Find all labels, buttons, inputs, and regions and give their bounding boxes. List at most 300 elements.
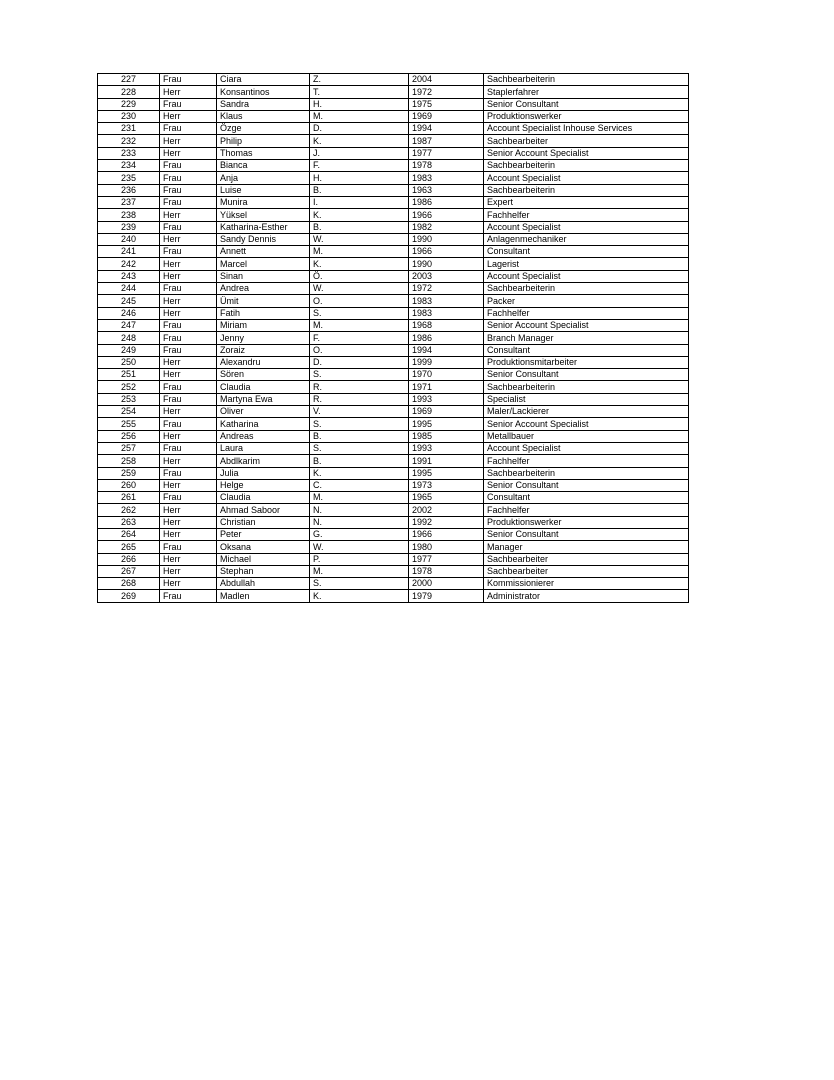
first-name-cell: Sandy Dennis — [217, 233, 310, 245]
surname-initial-cell: D. — [310, 356, 409, 368]
job-title-cell: Senior Consultant — [484, 528, 689, 540]
birth-year-cell: 1965 — [409, 492, 484, 504]
salutation-cell: Herr — [160, 528, 217, 540]
salutation-cell: Frau — [160, 541, 217, 553]
job-title-cell: Sachbearbeiterin — [484, 283, 689, 295]
job-title-cell: Sachbearbeiterin — [484, 467, 689, 479]
salutation-cell: Herr — [160, 369, 217, 381]
surname-initial-cell: M. — [310, 565, 409, 577]
birth-year-cell: 1994 — [409, 123, 484, 135]
first-name-cell: Andreas — [217, 430, 310, 442]
table-row — [98, 369, 689, 381]
table-row — [98, 209, 689, 221]
row-number-cell: 266 — [98, 553, 160, 565]
row-number-cell: 250 — [98, 356, 160, 368]
job-title-cell: Senior Account Specialist — [484, 418, 689, 430]
surname-initial-cell: R. — [310, 393, 409, 405]
job-title-cell: Account Specialist — [484, 221, 689, 233]
first-name-cell: Claudia — [217, 492, 310, 504]
birth-year-cell: 1968 — [409, 319, 484, 331]
birth-year-cell: 1995 — [409, 418, 484, 430]
surname-initial-cell: K. — [310, 209, 409, 221]
salutation-cell: Herr — [160, 209, 217, 221]
birth-year-cell: 1986 — [409, 332, 484, 344]
salutation-cell: Herr — [160, 295, 217, 307]
table-row — [98, 332, 689, 344]
surname-initial-cell: F. — [310, 332, 409, 344]
row-number-cell: 263 — [98, 516, 160, 528]
surname-initial-cell: B. — [310, 430, 409, 442]
row-number-cell: 255 — [98, 418, 160, 430]
table-row — [98, 578, 689, 590]
surname-initial-cell: D. — [310, 123, 409, 135]
job-title-cell: Expert — [484, 196, 689, 208]
salutation-cell: Frau — [160, 492, 217, 504]
birth-year-cell: 1970 — [409, 369, 484, 381]
birth-year-cell: 1987 — [409, 135, 484, 147]
first-name-cell: Munira — [217, 196, 310, 208]
salutation-cell: Herr — [160, 258, 217, 270]
table-row — [98, 553, 689, 565]
table-row — [98, 184, 689, 196]
salutation-cell: Frau — [160, 184, 217, 196]
row-number-cell: 268 — [98, 578, 160, 590]
row-number-cell: 259 — [98, 467, 160, 479]
row-number-cell: 244 — [98, 283, 160, 295]
table-row — [98, 344, 689, 356]
salutation-cell: Frau — [160, 172, 217, 184]
job-title-cell: Maler/Lackierer — [484, 406, 689, 418]
table-row — [98, 86, 689, 98]
first-name-cell: Katharina — [217, 418, 310, 430]
first-name-cell: Oksana — [217, 541, 310, 553]
salutation-cell: Frau — [160, 590, 217, 602]
job-title-cell: Consultant — [484, 344, 689, 356]
surname-initial-cell: C. — [310, 479, 409, 491]
birth-year-cell: 1999 — [409, 356, 484, 368]
row-number-cell: 245 — [98, 295, 160, 307]
first-name-cell: Anja — [217, 172, 310, 184]
table-row — [98, 381, 689, 393]
employee-table — [97, 73, 689, 603]
first-name-cell: Yüksel — [217, 209, 310, 221]
surname-initial-cell: S. — [310, 442, 409, 454]
job-title-cell: Fachhelfer — [484, 504, 689, 516]
row-number-cell: 267 — [98, 565, 160, 577]
first-name-cell: Helge — [217, 479, 310, 491]
row-number-cell: 231 — [98, 123, 160, 135]
salutation-cell: Herr — [160, 356, 217, 368]
table-row — [98, 110, 689, 122]
job-title-cell: Consultant — [484, 492, 689, 504]
salutation-cell: Frau — [160, 442, 217, 454]
row-number-cell: 234 — [98, 160, 160, 172]
salutation-cell: Frau — [160, 283, 217, 295]
table-row — [98, 504, 689, 516]
job-title-cell: Sachbearbeiterin — [484, 160, 689, 172]
surname-initial-cell: W. — [310, 541, 409, 553]
row-number-cell: 235 — [98, 172, 160, 184]
row-number-cell: 257 — [98, 442, 160, 454]
table-row — [98, 160, 689, 172]
job-title-cell: Anlagenmechaniker — [484, 233, 689, 245]
table-row — [98, 319, 689, 331]
job-title-cell: Administrator — [484, 590, 689, 602]
first-name-cell: Oliver — [217, 406, 310, 418]
birth-year-cell: 1971 — [409, 381, 484, 393]
surname-initial-cell: B. — [310, 221, 409, 233]
birth-year-cell: 1980 — [409, 541, 484, 553]
surname-initial-cell: M. — [310, 319, 409, 331]
salutation-cell: Herr — [160, 86, 217, 98]
row-number-cell: 232 — [98, 135, 160, 147]
salutation-cell: Frau — [160, 221, 217, 233]
birth-year-cell: 1983 — [409, 295, 484, 307]
surname-initial-cell: S. — [310, 578, 409, 590]
row-number-cell: 229 — [98, 98, 160, 110]
salutation-cell: Frau — [160, 381, 217, 393]
table-row — [98, 455, 689, 467]
row-number-cell: 260 — [98, 479, 160, 491]
row-number-cell: 237 — [98, 196, 160, 208]
job-title-cell: Produktionsmitarbeiter — [484, 356, 689, 368]
birth-year-cell: 1983 — [409, 307, 484, 319]
salutation-cell: Frau — [160, 393, 217, 405]
first-name-cell: Abdullah — [217, 578, 310, 590]
salutation-cell: Frau — [160, 123, 217, 135]
row-number-cell: 269 — [98, 590, 160, 602]
job-title-cell: Produktionswerker — [484, 516, 689, 528]
table-row — [98, 74, 689, 86]
surname-initial-cell: P. — [310, 553, 409, 565]
job-title-cell: Staplerfahrer — [484, 86, 689, 98]
table-row — [98, 565, 689, 577]
row-number-cell: 251 — [98, 369, 160, 381]
table-row — [98, 442, 689, 454]
birth-year-cell: 1978 — [409, 565, 484, 577]
first-name-cell: Julia — [217, 467, 310, 479]
birth-year-cell: 1993 — [409, 393, 484, 405]
birth-year-cell: 1990 — [409, 233, 484, 245]
first-name-cell: Christian — [217, 516, 310, 528]
first-name-cell: Michael — [217, 553, 310, 565]
job-title-cell: Fachhelfer — [484, 455, 689, 467]
salutation-cell: Frau — [160, 467, 217, 479]
job-title-cell: Consultant — [484, 246, 689, 258]
row-number-cell: 241 — [98, 246, 160, 258]
table-row — [98, 135, 689, 147]
table-row — [98, 295, 689, 307]
surname-initial-cell: O. — [310, 344, 409, 356]
salutation-cell: Herr — [160, 270, 217, 282]
birth-year-cell: 1979 — [409, 590, 484, 602]
first-name-cell: Philip — [217, 135, 310, 147]
table-row — [98, 221, 689, 233]
birth-year-cell: 1982 — [409, 221, 484, 233]
table-row — [98, 246, 689, 258]
surname-initial-cell: K. — [310, 467, 409, 479]
job-title-cell: Fachhelfer — [484, 307, 689, 319]
salutation-cell: Frau — [160, 246, 217, 258]
surname-initial-cell: F. — [310, 160, 409, 172]
birth-year-cell: 1972 — [409, 86, 484, 98]
surname-initial-cell: W. — [310, 283, 409, 295]
table-row — [98, 541, 689, 553]
first-name-cell: Sandra — [217, 98, 310, 110]
table-row — [98, 528, 689, 540]
surname-initial-cell: Ö. — [310, 270, 409, 282]
birth-year-cell: 1992 — [409, 516, 484, 528]
birth-year-cell: 1994 — [409, 344, 484, 356]
surname-initial-cell: R. — [310, 381, 409, 393]
salutation-cell: Herr — [160, 135, 217, 147]
first-name-cell: Zoraiz — [217, 344, 310, 356]
first-name-cell: Katharina-Esther — [217, 221, 310, 233]
job-title-cell: Produktionswerker — [484, 110, 689, 122]
birth-year-cell: 1986 — [409, 196, 484, 208]
salutation-cell: Frau — [160, 418, 217, 430]
first-name-cell: Özge — [217, 123, 310, 135]
table-row — [98, 590, 689, 602]
first-name-cell: Thomas — [217, 147, 310, 159]
job-title-cell: Specialist — [484, 393, 689, 405]
surname-initial-cell: O. — [310, 295, 409, 307]
salutation-cell: Frau — [160, 74, 217, 86]
first-name-cell: Marcel — [217, 258, 310, 270]
job-title-cell: Account Specialist — [484, 270, 689, 282]
birth-year-cell: 1972 — [409, 283, 484, 295]
job-title-cell: Senior Account Specialist — [484, 147, 689, 159]
salutation-cell: Herr — [160, 430, 217, 442]
first-name-cell: Laura — [217, 442, 310, 454]
table-row — [98, 283, 689, 295]
row-number-cell: 246 — [98, 307, 160, 319]
birth-year-cell: 2004 — [409, 74, 484, 86]
birth-year-cell: 1985 — [409, 430, 484, 442]
surname-initial-cell: K. — [310, 258, 409, 270]
table-row — [98, 307, 689, 319]
birth-year-cell: 2002 — [409, 504, 484, 516]
salutation-cell: Herr — [160, 233, 217, 245]
surname-initial-cell: B. — [310, 184, 409, 196]
job-title-cell: Account Specialist — [484, 442, 689, 454]
surname-initial-cell: B. — [310, 455, 409, 467]
salutation-cell: Herr — [160, 504, 217, 516]
table-row — [98, 393, 689, 405]
birth-year-cell: 1993 — [409, 442, 484, 454]
surname-initial-cell: M. — [310, 110, 409, 122]
row-number-cell: 236 — [98, 184, 160, 196]
salutation-cell: Frau — [160, 332, 217, 344]
salutation-cell: Herr — [160, 516, 217, 528]
first-name-cell: Alexandru — [217, 356, 310, 368]
table-row — [98, 258, 689, 270]
birth-year-cell: 2000 — [409, 578, 484, 590]
birth-year-cell: 2003 — [409, 270, 484, 282]
table-row — [98, 406, 689, 418]
row-number-cell: 261 — [98, 492, 160, 504]
birth-year-cell: 1969 — [409, 110, 484, 122]
job-title-cell: Senior Consultant — [484, 479, 689, 491]
first-name-cell: Ahmad Saboor — [217, 504, 310, 516]
row-number-cell: 249 — [98, 344, 160, 356]
surname-initial-cell: G. — [310, 528, 409, 540]
salutation-cell: Herr — [160, 147, 217, 159]
salutation-cell: Frau — [160, 98, 217, 110]
birth-year-cell: 1973 — [409, 479, 484, 491]
surname-initial-cell: M. — [310, 492, 409, 504]
row-number-cell: 258 — [98, 455, 160, 467]
birth-year-cell: 1977 — [409, 553, 484, 565]
job-title-cell: Manager — [484, 541, 689, 553]
first-name-cell: Martyna Ewa — [217, 393, 310, 405]
job-title-cell: Senior Consultant — [484, 98, 689, 110]
surname-initial-cell: N. — [310, 504, 409, 516]
surname-initial-cell: T. — [310, 86, 409, 98]
surname-initial-cell: K. — [310, 590, 409, 602]
row-number-cell: 265 — [98, 541, 160, 553]
first-name-cell: Bianca — [217, 160, 310, 172]
row-number-cell: 248 — [98, 332, 160, 344]
job-title-cell: Sachbearbeiterin — [484, 74, 689, 86]
surname-initial-cell: S. — [310, 369, 409, 381]
row-number-cell: 252 — [98, 381, 160, 393]
salutation-cell: Herr — [160, 565, 217, 577]
job-title-cell: Branch Manager — [484, 332, 689, 344]
row-number-cell: 253 — [98, 393, 160, 405]
job-title-cell: Sachbearbeiterin — [484, 381, 689, 393]
job-title-cell: Sachbearbeiterin — [484, 184, 689, 196]
first-name-cell: Claudia — [217, 381, 310, 393]
surname-initial-cell: H. — [310, 98, 409, 110]
table-row — [98, 196, 689, 208]
table-row — [98, 479, 689, 491]
first-name-cell: Madlen — [217, 590, 310, 602]
row-number-cell: 228 — [98, 86, 160, 98]
birth-year-cell: 1990 — [409, 258, 484, 270]
first-name-cell: Luise — [217, 184, 310, 196]
row-number-cell: 239 — [98, 221, 160, 233]
birth-year-cell: 1978 — [409, 160, 484, 172]
surname-initial-cell: M. — [310, 246, 409, 258]
row-number-cell: 230 — [98, 110, 160, 122]
birth-year-cell: 1969 — [409, 406, 484, 418]
table-row — [98, 123, 689, 135]
surname-initial-cell: W. — [310, 233, 409, 245]
first-name-cell: Miriam — [217, 319, 310, 331]
surname-initial-cell: S. — [310, 418, 409, 430]
row-number-cell: 227 — [98, 74, 160, 86]
salutation-cell: Herr — [160, 406, 217, 418]
employee-table-body — [98, 74, 689, 603]
table-row — [98, 270, 689, 282]
salutation-cell: Herr — [160, 578, 217, 590]
first-name-cell: Stephan — [217, 565, 310, 577]
job-title-cell: Lagerist — [484, 258, 689, 270]
table-row — [98, 356, 689, 368]
surname-initial-cell: K. — [310, 135, 409, 147]
first-name-cell: Sören — [217, 369, 310, 381]
table-row — [98, 430, 689, 442]
first-name-cell: Abdlkarim — [217, 455, 310, 467]
row-number-cell: 254 — [98, 406, 160, 418]
salutation-cell: Frau — [160, 196, 217, 208]
birth-year-cell: 1975 — [409, 98, 484, 110]
job-title-cell: Packer — [484, 295, 689, 307]
birth-year-cell: 1963 — [409, 184, 484, 196]
table-row — [98, 516, 689, 528]
first-name-cell: Jenny — [217, 332, 310, 344]
row-number-cell: 256 — [98, 430, 160, 442]
job-title-cell: Sachbearbeiter — [484, 565, 689, 577]
table-row — [98, 98, 689, 110]
job-title-cell: Kommissionierer — [484, 578, 689, 590]
birth-year-cell: 1991 — [409, 455, 484, 467]
job-title-cell: Account Specialist Inhouse Services — [484, 123, 689, 135]
birth-year-cell: 1983 — [409, 172, 484, 184]
surname-initial-cell: H. — [310, 172, 409, 184]
job-title-cell: Metallbauer — [484, 430, 689, 442]
row-number-cell: 247 — [98, 319, 160, 331]
birth-year-cell: 1995 — [409, 467, 484, 479]
birth-year-cell: 1966 — [409, 246, 484, 258]
table-row — [98, 492, 689, 504]
job-title-cell: Sachbearbeiter — [484, 135, 689, 147]
row-number-cell: 238 — [98, 209, 160, 221]
job-title-cell: Account Specialist — [484, 172, 689, 184]
job-title-cell: Senior Account Specialist — [484, 319, 689, 331]
row-number-cell: 243 — [98, 270, 160, 282]
first-name-cell: Peter — [217, 528, 310, 540]
salutation-cell: Frau — [160, 344, 217, 356]
row-number-cell: 233 — [98, 147, 160, 159]
table-row — [98, 147, 689, 159]
birth-year-cell: 1977 — [409, 147, 484, 159]
table-row — [98, 172, 689, 184]
salutation-cell: Herr — [160, 455, 217, 467]
job-title-cell: Sachbearbeiter — [484, 553, 689, 565]
salutation-cell: Herr — [160, 307, 217, 319]
row-number-cell: 240 — [98, 233, 160, 245]
row-number-cell: 264 — [98, 528, 160, 540]
table-row — [98, 233, 689, 245]
job-title-cell: Fachhelfer — [484, 209, 689, 221]
surname-initial-cell: I. — [310, 196, 409, 208]
first-name-cell: Fatih — [217, 307, 310, 319]
salutation-cell: Herr — [160, 553, 217, 565]
job-title-cell: Senior Consultant — [484, 369, 689, 381]
first-name-cell: Sinan — [217, 270, 310, 282]
first-name-cell: Annett — [217, 246, 310, 258]
first-name-cell: Klaus — [217, 110, 310, 122]
first-name-cell: Andrea — [217, 283, 310, 295]
row-number-cell: 242 — [98, 258, 160, 270]
surname-initial-cell: V. — [310, 406, 409, 418]
row-number-cell: 262 — [98, 504, 160, 516]
birth-year-cell: 1966 — [409, 528, 484, 540]
first-name-cell: Ciara — [217, 74, 310, 86]
table-row — [98, 418, 689, 430]
salutation-cell: Frau — [160, 160, 217, 172]
surname-initial-cell: S. — [310, 307, 409, 319]
first-name-cell: Ümit — [217, 295, 310, 307]
surname-initial-cell: N. — [310, 516, 409, 528]
first-name-cell: Konsantinos — [217, 86, 310, 98]
surname-initial-cell: Z. — [310, 74, 409, 86]
table-row — [98, 467, 689, 479]
salutation-cell: Herr — [160, 479, 217, 491]
birth-year-cell: 1966 — [409, 209, 484, 221]
